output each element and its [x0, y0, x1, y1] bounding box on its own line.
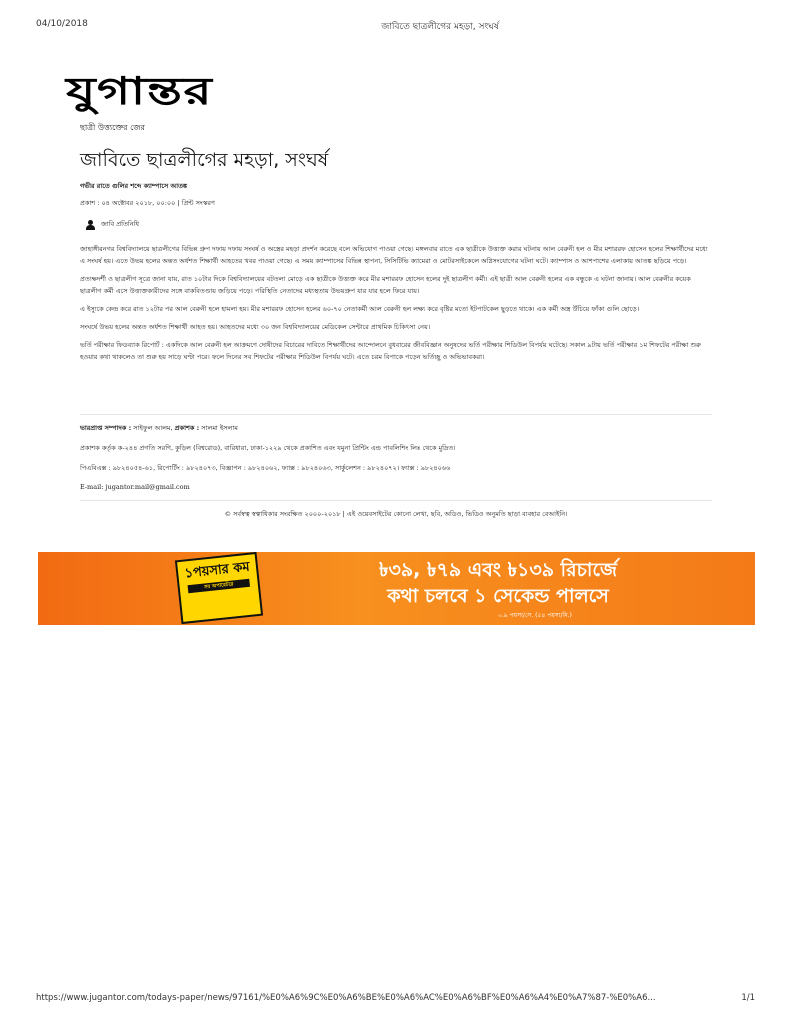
paragraph: প্রত্যক্ষদর্শী ও ছাত্রলীগ সূত্রে জানা যায়, রাত ১০টার দিকে বিশ্ববিদ্যালয়ের বটতলা মোড়ে এক ছাত্রীকে উত্ত্যক্ত করে মীর মশাররফ হোসেন হলের দুই ছাত্রলীগ কর্মী। এই ছাত্রী আল বেরুনী হলের এক বন্ধুকে এ ঘটনা জানায়। আল বেরুনীর কয়েক ছাত্রলীগ কর্মী এসে উত্ত্যক্তকারীদের সঙ্গে বাকবিতণ্ডায় জড়িয়ে পড়ে। পরিস্থিতি নেতাদের মধ্যস্থতায় উভয়গ্রুপ যার যার হলে ফিরে যায়।	[80, 275, 691, 295]
divider	[80, 500, 712, 501]
editor-line	[80, 423, 238, 434]
article-headline: জাবিতে ছাত্রলীগের মহড়া, সংঘর্ষ	[80, 149, 329, 171]
article-body	[80, 243, 712, 369]
editor-label: ভারপ্রাপ্ত সম্পাদক :	[80, 424, 132, 432]
jugantor-logo[interactable]: যুগান্তর	[66, 68, 214, 113]
ad-rate: ০.৯ পয়সা/সে. (৫৪ পয়সা/মি.)	[498, 612, 572, 619]
ad-badge-sub: সব অপারেটরে	[188, 579, 250, 593]
ad-subheadline: কথা চলবে ১ সেকেন্ড পালসে	[387, 585, 609, 607]
author-name: জাবি প্রতিনিধি	[101, 220, 140, 228]
print-url: https://www.jugantor.com/todays-paper/news/97161/%E0%A6%9C%E0%A6%BE%E0%A6%AC%E0%A6%BF%E0%A6%A4%E0%A7%87-%E0%A6...	[36, 993, 656, 1003]
ad-headline: ৳৩৯, ৳৭৯ এবং ৳১৩৯ রিচার্জে	[379, 559, 617, 581]
email-link[interactable]: E-mail: jugantor.mail@gmail.com	[80, 483, 190, 491]
phone-numbers: পিএবিএক্স : ৯৮২৪০৫৪-৬১, রিপোর্টিং : ৯৮২৪০৭৩, বিজ্ঞাপন : ৯৮২৪০৬২, ফ্যাক্স : ৯৮২৪০৬৩, সার্কুলেশন : ৯৮২৪০৭২। ফ্যাক্স : ৯৮২৪০৬৬	[80, 464, 451, 472]
copyright: © সর্বস্বত্ব স্বত্বাধিকার সংরক্ষিত ২০০০-২০১৮ | এই ওয়েবসাইটের কোনো লেখা, ছবি, অডিও, ভিডিও অনুমতি ছাড়া ব্যবহার বেআইনি।	[224, 510, 568, 518]
divider	[80, 414, 712, 415]
paragraph: সংঘর্ষে উভয় হলের অন্তত অর্ধশত শিক্ষার্থী আহত হয়। আহতদের মধ্যে ৩০ জন বিশ্ববিদ্যালয়ের মেডিকেল সেন্টারে প্রাথমিক চিকিৎসা নেয়।	[80, 323, 431, 331]
print-date: 04/10/2018	[36, 19, 88, 29]
publisher-label: প্রকাশক :	[174, 424, 200, 432]
paragraph: এ ইস্যুকে কেন্দ্র করে রাত ১২টার পর আল বেরুনী হলে হামলা হয়। মীর মশাররফ হোসেন হলের ৬০-৭০ নেতাকর্মী আল বেরুনী হল লক্ষ্য করে বৃষ্টির মতো ইটপাটকেল ছুড়তে থাকে। এক কর্মী অস্ত্র উঁচিয়ে ফাঁকা গুলি ছোড়ে।	[80, 305, 640, 313]
editor-name: সাইফুল আলম,	[133, 424, 173, 432]
page-number: 1/1	[741, 993, 755, 1003]
paragraph: ভর্তি পরীক্ষার ফিডব্যাক রিপোর্ট : একদিকে আল বেরুনী হল আক্রমণে দোষীদের বিচারের দাবিতে শিক্ষার্থীদের আন্দোলনে বুধবারের জীববিজ্ঞান অনুষদের ভর্তি পরীক্ষার শিডিউল বিপর্যয় ঘটেছে। সকাল ৯টায় ভর্তি পরীক্ষার ১ম শিফটের পরীক্ষা শুরু হওয়ার কথা থাকলেও তা শুরু হয় সাড়ে ঘণ্টা পরে। ফলে দিনের সব শিফটের পরীক্ষার শিডিউল বিপর্যয় ঘটে। এতে চরম বিপাকে পড়েন ভর্তিচ্ছু ও অভিভাবকরা।	[80, 341, 702, 361]
author-byline	[86, 219, 139, 230]
paragraph: জাহাঙ্গীরনগর বিশ্ববিদ্যালয়ে ছাত্রলীগের বিভিন্ন গ্রুপ দফায় দফায় সংঘর্ষ ও অস্ত্রের মহড়া প্রদর্শন করেছে বলে অভিযোগ পাওয়া গেছে। মঙ্গলবার রাতে এক ছাত্রীকে উত্ত্যক্ত করার ঘটনায় আল বেরুনী হল ও মীর মশাররফ হোসেন হলের শিক্ষার্থীদের মধ্যে এ সংঘর্ষ হয়। এতে উভয় হলের অন্তত অর্ধশত শিক্ষার্থী আহতের খবর পাওয়া গেছে। এ সময় ক্যাম্পাসের বিভিন্ন স্থাপনা, সিসিটিভি ক্যামেরা ও মোটরসাইকেলে অগ্নিসংযোগের ঘটনা ঘটে। ক্যাম্পাস ও আশপাশের এলাকায় আতঙ্ক ছড়িয়ে পড়ে।	[80, 245, 708, 265]
advertisement-banner[interactable]	[38, 552, 755, 625]
user-icon	[86, 220, 95, 230]
publisher-name: সালমা ইসলাম	[201, 424, 238, 432]
ad-badge	[175, 552, 263, 624]
publish-date: প্রকাশ : ০৪ অক্টোবর ২০১৮, ০০:০০ | প্রিন্ট সংস্করণ	[80, 199, 215, 207]
article-kicker: ছাত্রী উত্ত্যক্তের জের	[80, 123, 145, 132]
ad-badge-main: ১পয়সার কম	[183, 559, 251, 582]
print-title: জাবিতে ছাত্রলীগের মহড়া, সংঘর্ষ	[381, 22, 499, 32]
article-tagline: গভীর রাতে গুলির শব্দে ক্যাম্পাসে আতঙ্ক	[80, 182, 188, 190]
address: প্রকাশক কর্তৃক ক-২৪৪ প্রগতি সরণি, কুড়িল (বিশ্বরোড), বারিধারা, ঢাকা-১২২৯ থেকে প্রকাশিত এবং যমুনা প্রিন্টিং এন্ড পাবলিশিং লিঃ থেকে মুদ্রিত।	[80, 444, 456, 452]
